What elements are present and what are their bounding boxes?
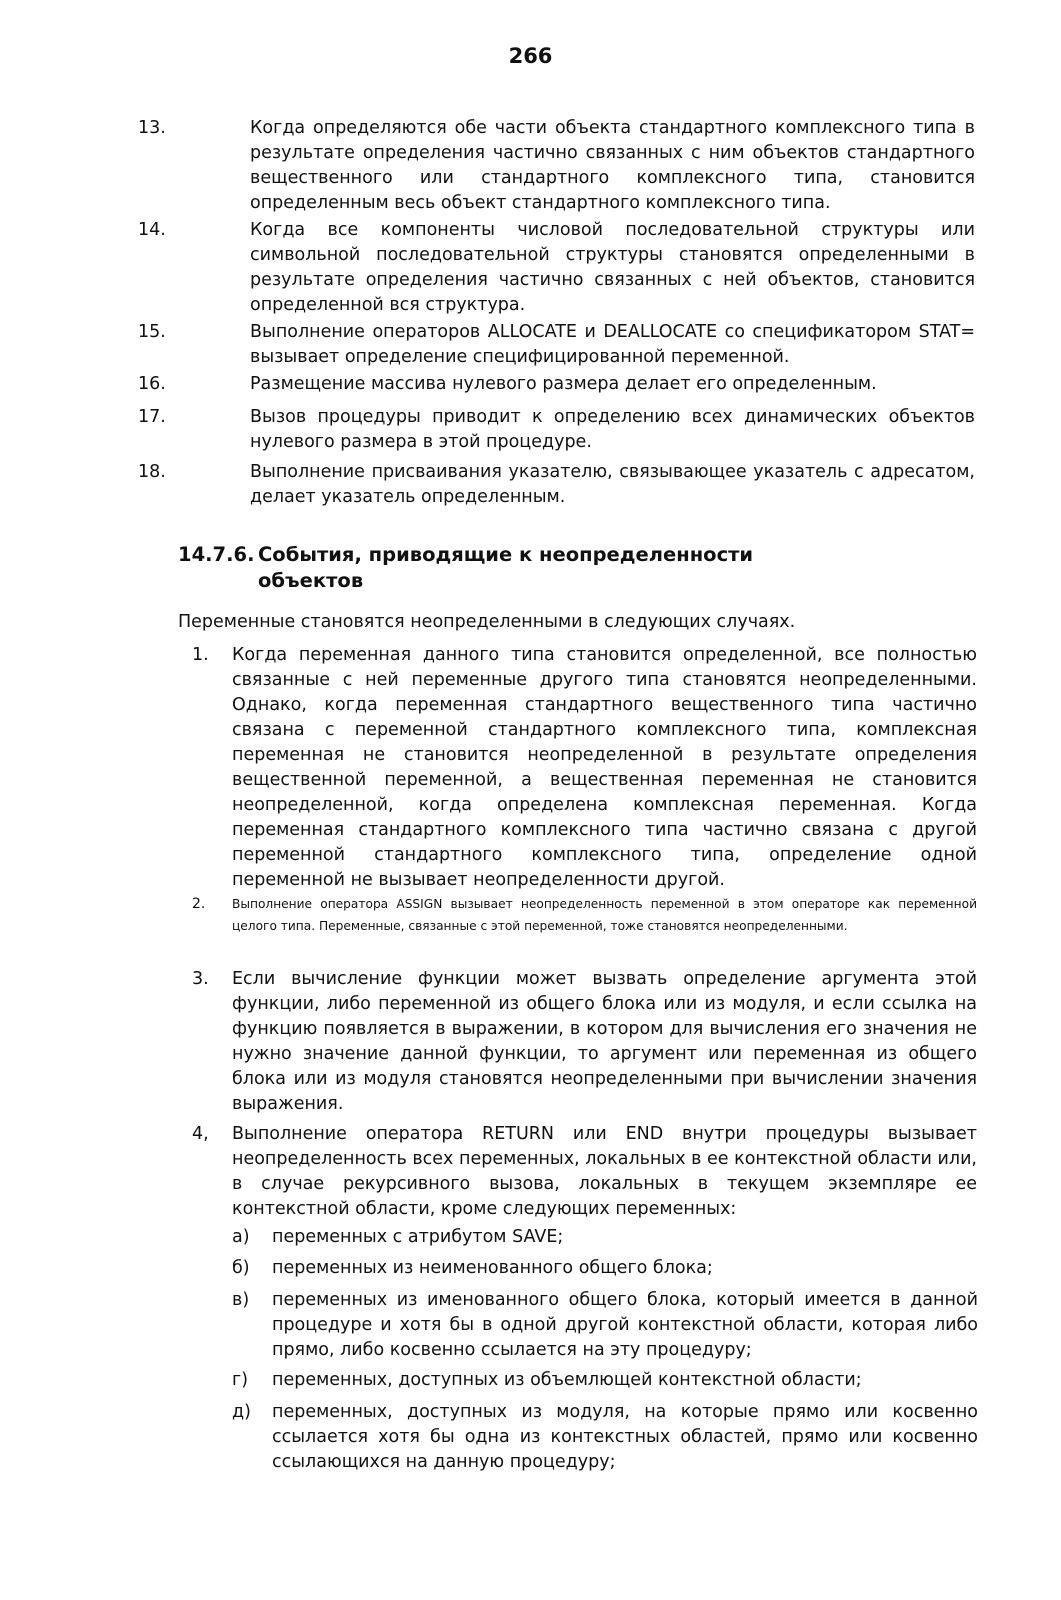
list-item bbox=[138, 218, 975, 318]
sub-list-item-text: переменных, доступных из модуля, на которые прямо или косвенно ссылается хотя бы одна из контекстных областей, прямо или косвенно ссылающихся на данную процедуру; bbox=[272, 1402, 978, 1472]
sub-list-item bbox=[232, 1400, 978, 1475]
list-item-number: 4, bbox=[192, 1124, 209, 1144]
list-item-number: 14. bbox=[138, 220, 166, 240]
list-item bbox=[138, 405, 975, 455]
list-item bbox=[192, 643, 977, 893]
list-item-number: 18. bbox=[138, 462, 166, 482]
sub-list-item-text: переменных из именованного общего блока, который имеется в данной процедуре и хотя бы в одной другой контекстной области, которая либо прямо, либо косвенно ссылается на эту процедуру; bbox=[272, 1290, 978, 1360]
sub-list-item-text: переменных из неименованного общего блока; bbox=[272, 1258, 713, 1278]
sub-list-item-letter: в) bbox=[232, 1290, 250, 1310]
list-item-text: Если вычисление функции может вызвать определение аргумента этой функции, либо переменной из общего блока или из модуля, и если ссылка на функцию появляется в выражении, в котором для вычисления его значения не нужно значение данной функции, то аргумент или переменная из общего блока или из модуля становятся неопределенными при вычислении значения выражения. bbox=[232, 969, 977, 1114]
list-item-text: Выполнение операторов ALLOCATE и DEALLOCATE со спецификатором STAT= вызывает определение специфицированной переменной. bbox=[250, 322, 975, 367]
section-number: 14.7.6. bbox=[178, 543, 255, 566]
list-item-number: 15. bbox=[138, 322, 166, 342]
list-item-text: Размещение массива нулевого размера делает его определенным. bbox=[250, 374, 877, 394]
list-item bbox=[138, 372, 975, 397]
list-item-number: 2. bbox=[192, 896, 206, 912]
sub-list-item-text: переменных с атрибутом SAVE; bbox=[272, 1227, 564, 1247]
page-number: 266 bbox=[508, 44, 553, 68]
sub-list-item bbox=[232, 1368, 978, 1393]
list-item bbox=[138, 116, 975, 216]
list-item bbox=[192, 893, 977, 937]
list-item-number: 1. bbox=[192, 645, 209, 665]
list-item-text: Выполнение оператора ASSIGN вызывает неопределенность переменной в этом операторе как переменной целого типа. Переменные, связанные с этой переменной, тоже становятся неопределенными. bbox=[232, 897, 977, 933]
list-item bbox=[192, 1122, 977, 1222]
intro-paragraph: Переменные становятся неопределенными в следующих случаях. bbox=[178, 612, 796, 632]
section-heading bbox=[178, 542, 778, 594]
sub-list-item-letter: г) bbox=[232, 1370, 249, 1390]
list-item bbox=[138, 320, 975, 370]
list-item-text: Когда переменная данного типа становится определенной, все полностью связанные с ней переменные другого типа становятся неопределенными. Однако, когда переменная стандартного вещественного типа частично связана с переменной стандартного комплексного типа, комплексная переменная не становится неопределенной в результате определения вещественной переменной, а вещественная переменная не становится неопределенной, когда определена комплексная переменная. Когда переменная стандартного комплексного типа частично связана с другой переменной стандартного комплексного типа, определение одной переменной не вызывает неопределенности другой. bbox=[232, 645, 977, 890]
sub-list-item-letter: б) bbox=[232, 1258, 250, 1278]
list-item-text: Когда определяются обе части объекта стандартного комплексного типа в результате определения частично связанных с ним объектов стандартного вещественного или стандартного комплексного типа, становится определенным весь объект стандартного комплексного типа. bbox=[250, 118, 975, 213]
section-title: События, приводящие к неопределенности объектов bbox=[258, 543, 754, 592]
sub-list-item-letter: д) bbox=[232, 1402, 251, 1422]
sub-list-item bbox=[232, 1288, 978, 1363]
list-item-text: Когда все компоненты числовой последовательной структуры или символьной последовательной структуры становятся определенными в результате определения частично связанных с ней объектов, становится определенной вся структура. bbox=[250, 220, 975, 315]
list-item-text: Вызов процедуры приводит к определению всех динамических объектов нулевого размера в этой процедуре. bbox=[250, 407, 975, 452]
list-item-text: Выполнение оператора RETURN или END внутри процедуры вызывает неопределенность всех переменных, локальных в ее контекстной области или, в случае рекурсивного вызова, локальных в текущем экземпляре ее контекстной области, кроме следующих переменных: bbox=[232, 1124, 977, 1219]
list-item-text: Выполнение присваивания указателю, связывающее указатель с адресатом, делает указатель определенным. bbox=[250, 462, 975, 507]
sub-list-item bbox=[232, 1225, 978, 1250]
sub-list-item-letter: а) bbox=[232, 1227, 250, 1247]
list-item-number: 16. bbox=[138, 374, 166, 394]
list-item-number: 3. bbox=[192, 969, 209, 989]
list-item-number: 13. bbox=[138, 118, 166, 138]
sub-list-item-text: переменных, доступных из объемлющей контекстной области; bbox=[272, 1370, 862, 1390]
list-item bbox=[192, 967, 977, 1117]
sub-list-item bbox=[232, 1256, 978, 1281]
list-item-number: 17. bbox=[138, 407, 166, 427]
list-item bbox=[138, 460, 975, 510]
